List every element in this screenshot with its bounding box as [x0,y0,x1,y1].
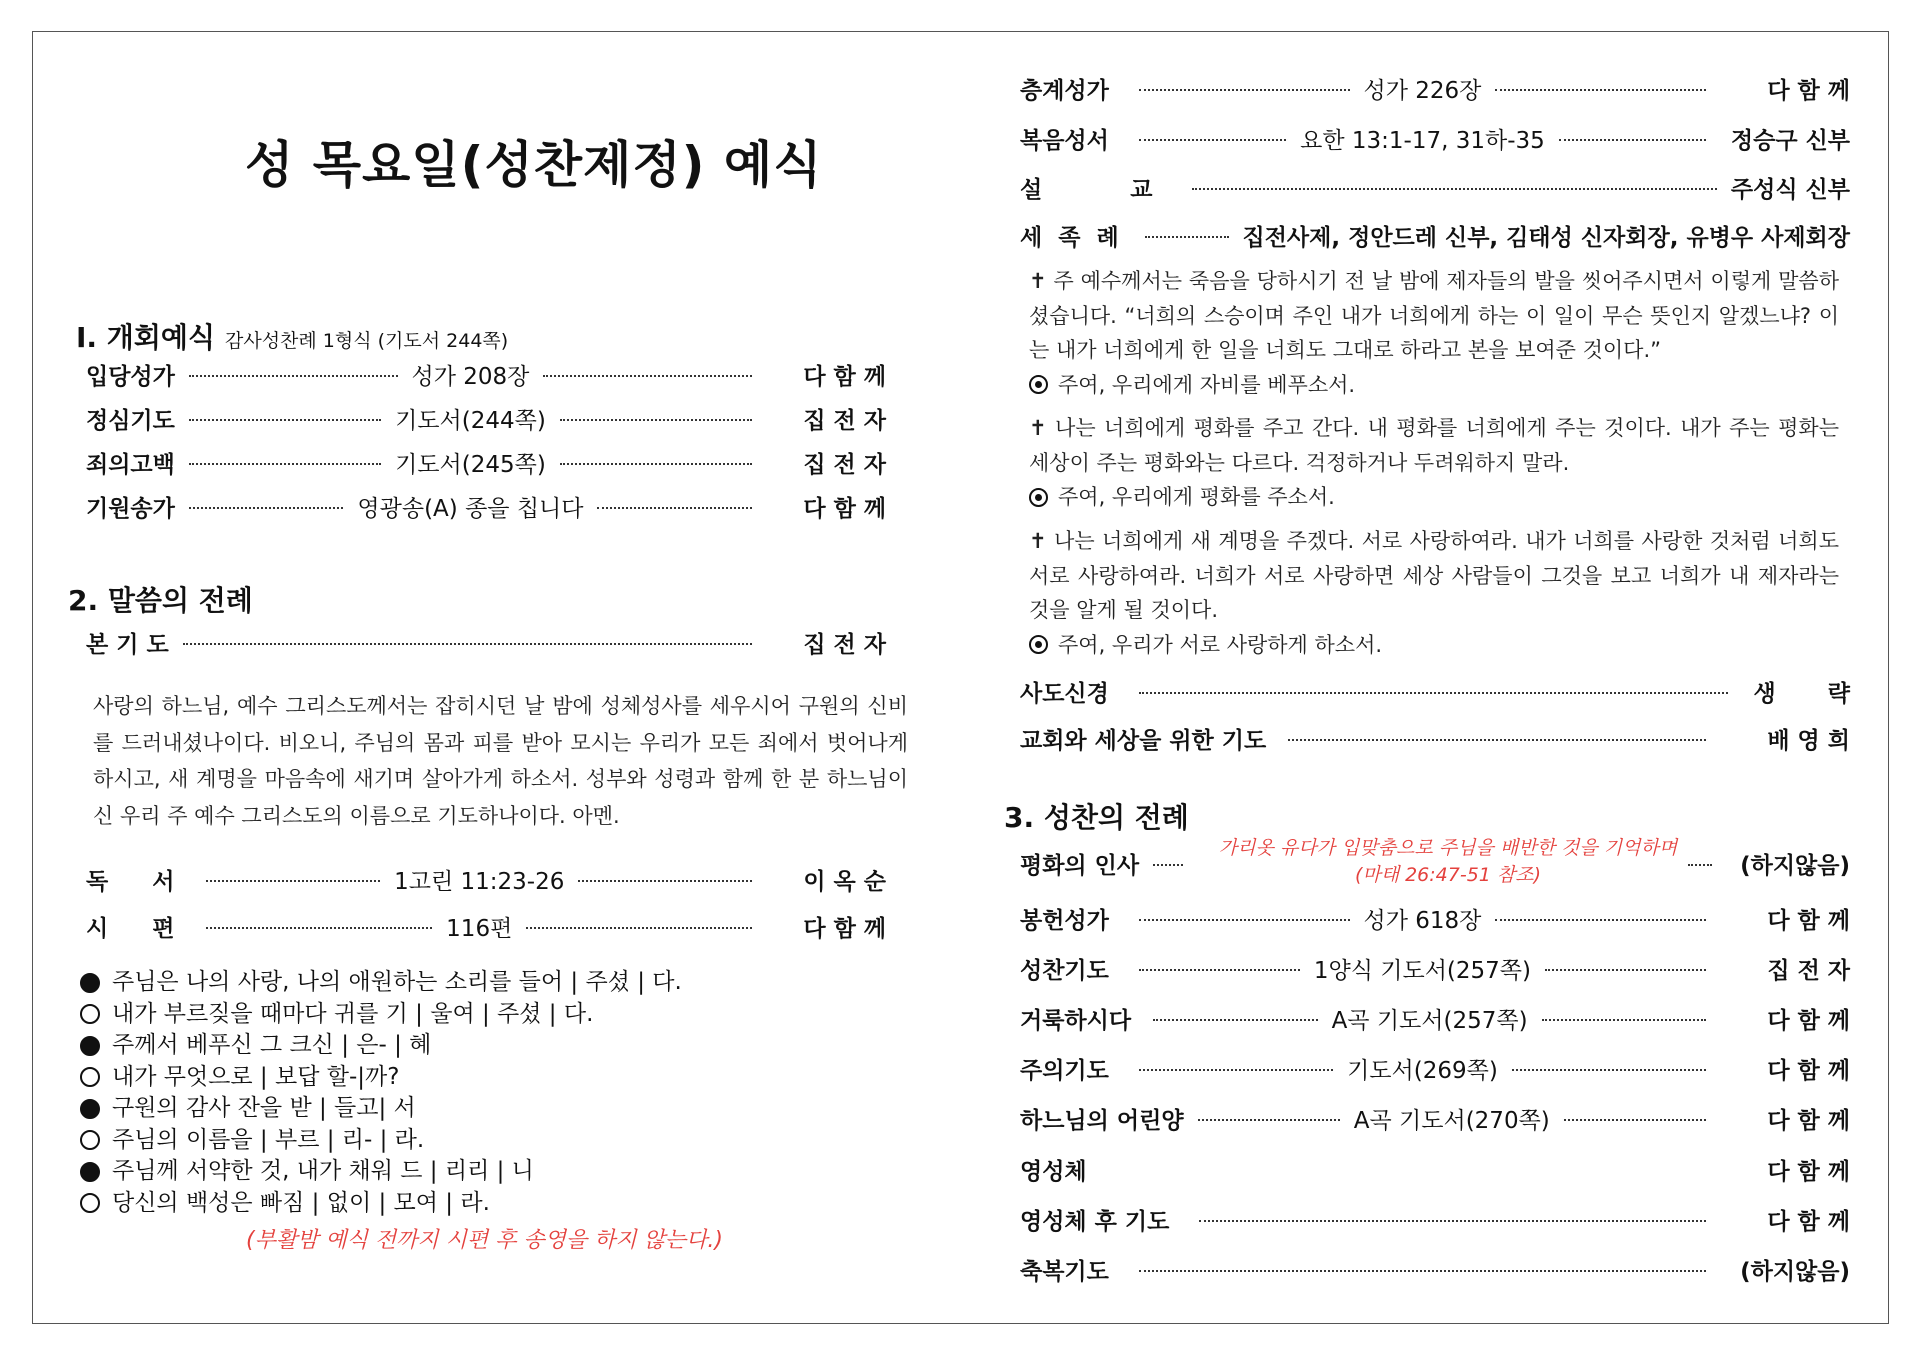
row-label: 복음성서 [1020,127,1109,154]
row-label: 봉헌성가 [1020,907,1109,934]
section3-title: 3. 성찬의 전례 [1004,801,1189,834]
leader-dots [543,375,752,377]
psalm-line-text: 주님은 나의 사랑, 나의 애원하는 소리를 들어 | 주셨 | 다. [112,969,682,995]
row-label: 독 서 [86,868,193,895]
leader-dots [526,927,752,929]
order-row [1020,952,1850,984]
leader-dots [1192,188,1716,190]
row-label: 영성체 후 기도 [1020,1208,1170,1235]
leader-dots [206,880,380,882]
leader-dots [1559,139,1706,141]
order-row [1020,1102,1850,1134]
row-label: 평화의 인사 [1020,852,1140,879]
row-center: 1고린 11:23-26 [394,868,565,895]
leader-dots [206,927,432,929]
psalm-line [80,1125,682,1157]
leader-dots [1495,919,1706,921]
order-row [1020,1002,1850,1034]
leader-dots [189,375,398,377]
psalm-line-text: 주께서 베푸신 그 크신 | 은- | 혜 [112,1032,432,1058]
sermon-row [1020,171,1850,203]
leader-dots [1564,1119,1706,1121]
section1-subtitle: 감사성찬례 1형식 (기도서 244쪽) [225,330,509,352]
collect-row [86,626,886,658]
open-circle-icon [80,1004,100,1024]
verse-response [1029,628,1839,663]
psalm-line [80,999,682,1031]
leader-dots [560,419,752,421]
row-right: 집 전 자 [803,407,886,434]
leader-dots [189,463,381,465]
row-center: 성가 226장 [1363,77,1482,104]
row-center: 영광송(A) 종을 칩니다 [357,495,584,522]
row-center: A곡 기도서(270쪽) [1353,1107,1550,1134]
filled-circle-icon [80,973,100,993]
row-center: 116편 [446,915,513,942]
psalm-line [80,1188,682,1220]
leader-dots [1495,89,1706,91]
leader-dots [597,507,752,509]
blessing-row [1020,1253,1850,1285]
row-right: 집전사제, 정안드레 신부, 김태성 신자회장, 유병우 사제회장 [1242,224,1850,251]
psalm-line-text: 구원의 감사 잔을 받 | 들고| 서 [112,1095,416,1121]
psalm-note: (부활밤 예식 전까지 시편 후 송영을 하지 않는다.) [246,1228,723,1253]
row-label: 기원송가 [86,495,175,522]
row-right: 다 함 께 [1767,1057,1850,1084]
psalm-line-text: 주님의 이름을 | 부르 | 리- | 라. [112,1126,425,1153]
leader-dots [1153,864,1183,866]
row-right: 다 함 께 [1767,907,1850,934]
footwashing-verse [1029,524,1839,662]
response-marker-icon [1029,635,1048,654]
order-row [86,490,886,522]
intercession-row [1020,722,1850,754]
leader-dots [578,880,752,882]
row-center: 요한 13:1-17, 31하-35 [1300,127,1545,154]
psalm-line [80,1062,682,1094]
psalm-line-text: 내가 부르짖을 때마다 귀를 기 | 울여 | 주셨 | 다. [112,1000,594,1027]
row-label: 세 족 례 [1020,224,1123,251]
reading-row [86,863,886,895]
communion-row [1020,1153,1850,1185]
row-label: 정심기도 [86,407,175,434]
row-label: 설 교 [1020,176,1193,203]
row-right: 다 함 께 [1767,1007,1851,1034]
open-circle-icon [80,1193,100,1213]
filled-circle-icon [80,1036,100,1056]
section2-title: 2. 말씀의 전례 [68,584,253,617]
row-label: 죄의고백 [86,451,175,478]
row-label: 본 기 도 [86,631,169,658]
creed-row [1020,675,1872,707]
row-label: 하느님의 어린양 [1020,1107,1184,1134]
leader-dots [1139,969,1300,971]
leader-dots [1512,1069,1706,1071]
row-center: 성가 208장 [411,363,530,390]
row-center: 기도서(269쪽) [1347,1057,1498,1084]
row-label: 층계성가 [1020,77,1109,104]
psalm-line [80,967,682,999]
row-center: 성가 618장 [1363,907,1482,934]
order-row [86,446,886,478]
gradual-row [1020,72,1850,104]
footwashing-verse [1029,411,1839,515]
psalm-line [80,1030,682,1062]
row-right: 배 영 희 [1767,727,1850,754]
row-right: 집 전 자 [1767,957,1851,984]
footwashing-row [1020,219,1850,251]
order-row [1020,1052,1850,1084]
row-label: 사도신경 [1020,680,1109,707]
row-right: 다 함 께 [1767,1107,1850,1134]
peace-note [1194,835,1702,889]
row-right: 다 함 께 [1767,1158,1850,1185]
response-marker-icon [1029,375,1048,394]
peace-note-line: 가리옷 유다가 입맞춤으로 주님을 배반한 것을 기억하며 [1218,837,1678,859]
leader-dots [1139,1069,1333,1071]
leader-dots [1542,1019,1706,1021]
order-row [86,402,886,434]
psalm-line-text: 내가 무엇으로 | 보답 할-|까? [112,1063,400,1090]
response-marker-icon [1029,488,1048,507]
post-communion-row [1020,1203,1850,1235]
psalm-row [86,910,886,942]
verse-text: ✝ 나는 너희에게 평화를 주고 간다. 내 평화를 너희에게 주는 것이다. 내가 주는 평화는 세상이 주는 평화와는 다르다. 걱정하거나 두려워하지 말라. [1029,416,1839,475]
footwashing-verse [1029,264,1839,402]
row-right: 다 함 께 [1767,1208,1850,1235]
section3-heading [1004,796,1189,836]
leader-dots [1153,1019,1317,1021]
row-label: 거룩하시다 [1020,1007,1132,1034]
psalm-line-text: 주님께 서약한 것, 내가 채워 드 | 리리 | 니 [112,1158,534,1184]
filled-circle-icon [80,1099,100,1119]
gospel-row [1020,122,1850,154]
row-label: 주의기도 [1020,1057,1109,1084]
verse-response [1029,368,1839,403]
row-right: 생 략 [1753,680,1872,707]
row-right: 다 함 께 [803,915,887,942]
leader-dots [1145,236,1229,238]
verse-text: ✝ 나는 너희에게 새 계명을 주겠다. 서로 사랑하여라. 내가 너희를 사랑한 것처럼 너희도 서로 사랑하여라. 너희가 서로 사랑하면 세상 사람들이 그것을 보고 너희가 내 제자라는 것을 알게 될 것이다. [1029,529,1839,622]
row-right: 다 함 께 [803,495,887,522]
verse-response [1029,480,1839,515]
row-label: 축복기도 [1020,1258,1109,1285]
psalm-line [80,1093,682,1125]
leader-dots [1139,919,1350,921]
row-center: 1양식 기도서(257쪽) [1313,957,1531,984]
psalm-text [80,967,682,1219]
open-circle-icon [80,1067,100,1087]
psalm-line-text: 당신의 백성은 빠짐 | 없이 | 모여 | 라. [112,1189,490,1216]
row-right: 다 함 께 [803,363,886,390]
collect-prayer-text: 사랑의 하느님, 예수 그리스도께서는 잡히시던 날 밤에 성체성사를 세우시어 구원의 신비를 드러내셨나이다. 비오니, 주님의 몸과 피를 받아 모시는 우리가 모든 죄에서 벗어나게 하시고, 새 계명을 마음속에 새기며 살아가게 하소서. 성부와 성령과 함께 한 분 하느님이신 우리 주 예수 그리스도의 이름으로 기도하나이다. 아멘. [93,694,908,828]
leader-dots [1139,89,1350,91]
response-text: 주여, 우리가 서로 사랑하게 하소서. [1058,632,1383,657]
leader-dots [1139,139,1286,141]
leader-dots [1288,739,1706,741]
row-center: 기도서(245쪽) [395,451,546,478]
row-right: 다 함 께 [1767,77,1850,104]
response-text: 주여, 우리에게 평화를 주소서. [1058,485,1335,509]
response-text: 주여, 우리에게 자비를 베푸소서. [1058,372,1356,397]
leader-dots [1139,692,1728,694]
row-center: A곡 기도서(257쪽) [1331,1007,1528,1034]
section2-heading [68,579,253,619]
leader-dots [189,419,381,421]
row-right: 주성식 신부 [1730,176,1850,203]
leader-dots [560,463,752,465]
row-label: 영성체 [1020,1158,1087,1185]
filled-circle-icon [80,1162,100,1182]
leader-dots [189,507,344,509]
section1-title: Ⅰ. 개회예식 [76,321,215,354]
open-circle-icon [80,1130,100,1150]
leader-dots [1199,1220,1706,1222]
row-label: 성찬기도 [1020,957,1109,984]
peace-note-ref: (마태 26:47-51 참조) [1354,864,1542,886]
row-right: 집 전 자 [803,631,886,658]
leader-dots [1545,969,1706,971]
row-center: 기도서(244쪽) [395,407,546,434]
leader-dots [1139,1270,1706,1272]
psalm-line [80,1156,682,1188]
page-title: 성 목요일(성찬제정) 예식 [245,136,823,194]
row-right: 집 전 자 [803,451,886,478]
row-right: 이 옥 순 [803,868,886,895]
row-right: 정승구 신부 [1730,127,1851,154]
order-row [86,358,886,390]
section1-heading [76,316,508,356]
row-right: (하지않음) [1740,852,1850,879]
row-label: 입당성가 [86,363,175,390]
order-row [1020,902,1850,934]
row-right: (하지않음) [1740,1258,1850,1285]
leader-dots [1198,1119,1340,1121]
row-label: 교회와 세상을 위한 기도 [1020,727,1267,754]
row-label: 시 편 [86,915,193,942]
leader-dots [183,643,752,645]
verse-text: ✝ 주 예수께서는 죽음을 당하시기 전 날 밤에 제자들의 발을 씻어주시면서 이렇게 말씀하셨습니다. “너희의 스승이며 주인 내가 너희에게 하는 이 일이 무슨 뜻인지 알겠느냐? 이는 내가 너희에게 한 일을 너희도 그대로 하라고 본을 보여준 것이다.” [1029,269,1839,362]
